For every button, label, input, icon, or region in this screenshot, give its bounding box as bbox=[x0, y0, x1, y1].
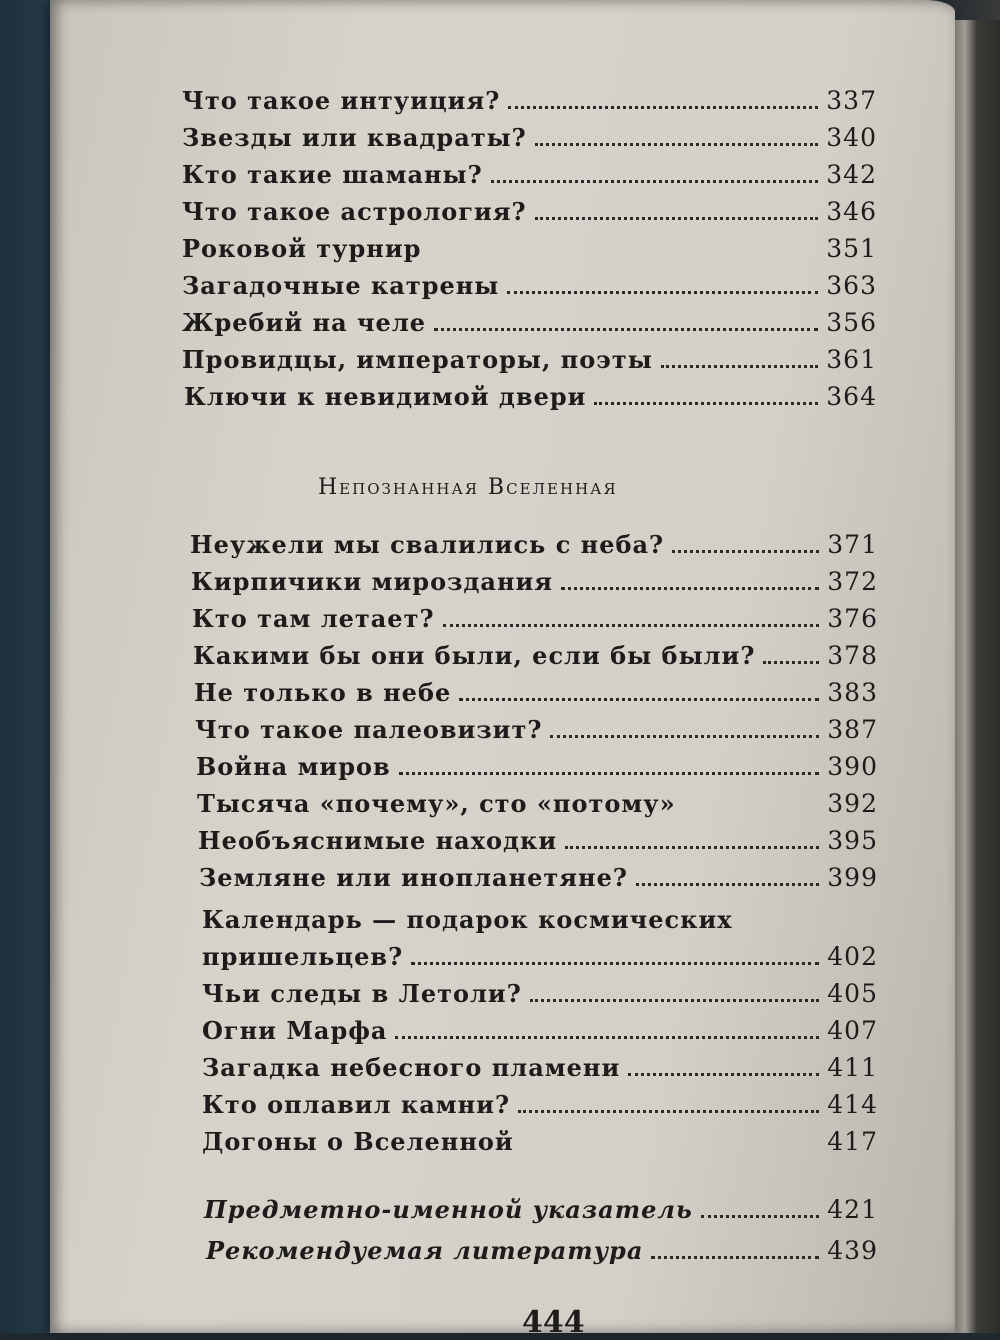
leader-dots bbox=[636, 879, 819, 886]
toc-entry bbox=[198, 826, 878, 856]
toc-entry-title: Рекомендуемая литература bbox=[206, 1236, 644, 1265]
toc-entry bbox=[182, 234, 877, 264]
toc-entry bbox=[182, 197, 877, 227]
toc-entry-title: Жребий на челе bbox=[182, 308, 427, 337]
toc-entry-title: Что такое палеовизит? bbox=[195, 715, 543, 744]
toc-entry-title: Земляне или инопланетяне? bbox=[199, 863, 628, 892]
toc-entry-page: 346 bbox=[826, 197, 877, 226]
toc-entry-title: Догоны о Вселенной bbox=[202, 1127, 514, 1156]
leader-dots bbox=[550, 731, 819, 738]
toc-entry-page: 402 bbox=[827, 942, 878, 971]
toc-entry-appendix bbox=[206, 1236, 878, 1266]
toc-entry-title: Не только в небе bbox=[194, 678, 452, 707]
toc-entry bbox=[182, 271, 877, 301]
toc-entry bbox=[182, 86, 877, 116]
toc-entry-title: Ключи к невидимой двери bbox=[184, 382, 587, 411]
toc-entry-page: 340 bbox=[826, 123, 877, 152]
toc-entry-title: Кирпичики мироздания bbox=[191, 567, 554, 596]
toc-entry-page: 387 bbox=[827, 715, 878, 744]
leader-dots bbox=[395, 1032, 819, 1039]
leader-dots bbox=[411, 958, 819, 965]
toc-entry bbox=[193, 641, 878, 671]
toc-entry-page: 364 bbox=[826, 382, 877, 411]
toc-entry-title: Тысяча «почему», сто «потому» bbox=[197, 789, 676, 818]
toc-entry-title: Загадочные катрены bbox=[182, 271, 500, 300]
toc-entry-title: Роковой турнир bbox=[182, 234, 422, 263]
toc-entry-page: 439 bbox=[827, 1236, 878, 1265]
toc-entry-appendix bbox=[204, 1195, 878, 1225]
toc-entry bbox=[202, 942, 878, 972]
leader-dots bbox=[535, 139, 819, 146]
toc-entry-page: 356 bbox=[826, 308, 877, 337]
toc-entry-title: Необъяснимые находки bbox=[198, 826, 558, 855]
toc-entry bbox=[182, 308, 877, 338]
toc-entry-page: 371 bbox=[827, 530, 878, 559]
toc-entry-title: Загадка небесного пламени bbox=[202, 1053, 621, 1082]
toc-entry bbox=[196, 752, 878, 782]
toc-entry-page: 414 bbox=[827, 1090, 878, 1119]
toc-entry bbox=[197, 789, 878, 819]
toc-entry-title: Кто оплавил камни? bbox=[202, 1090, 511, 1119]
leader-dots bbox=[535, 213, 819, 220]
leader-dots bbox=[443, 620, 820, 627]
toc-entry-title: Провидцы, императоры, поэты bbox=[182, 345, 653, 374]
toc-entry-page: 383 bbox=[827, 678, 878, 707]
toc-entry bbox=[191, 567, 878, 597]
toc-entry-page: 390 bbox=[827, 752, 878, 781]
leader-dots bbox=[684, 805, 820, 812]
leader-dots bbox=[508, 102, 818, 109]
leader-dots bbox=[651, 1252, 819, 1259]
toc-entry-page: 392 bbox=[827, 789, 878, 818]
toc-entry-page: 337 bbox=[826, 86, 877, 115]
leader-dots bbox=[507, 287, 818, 294]
toc-entry-page: 405 bbox=[827, 979, 878, 1008]
toc-entry-title: пришельцев? bbox=[202, 942, 404, 971]
toc-entry-page: 395 bbox=[827, 826, 878, 855]
toc-entry bbox=[202, 1016, 878, 1046]
leader-dots bbox=[661, 361, 818, 368]
toc-entry-page: 411 bbox=[827, 1053, 878, 1082]
toc-entry-title: Неужели мы свалились с неба? bbox=[190, 530, 665, 559]
toc-entry bbox=[184, 382, 877, 412]
leader-dots bbox=[399, 768, 820, 775]
toc-entry bbox=[202, 1053, 878, 1083]
toc-entry-title: Какими бы они были, если бы были? bbox=[193, 641, 756, 670]
toc-entry bbox=[195, 715, 878, 745]
toc-entry-page: 351 bbox=[826, 234, 877, 263]
toc-entry bbox=[182, 123, 877, 153]
leader-dots bbox=[491, 176, 819, 183]
toc-entry-page: 376 bbox=[827, 604, 878, 633]
page-number-folio: 444 bbox=[522, 1305, 585, 1340]
toc-entry-title: Предметно-именной указатель bbox=[204, 1195, 693, 1224]
leader-dots bbox=[459, 694, 819, 701]
leader-dots bbox=[565, 842, 819, 849]
toc-entry bbox=[192, 604, 878, 634]
toc-entry bbox=[202, 1127, 878, 1157]
toc-entry-page: 372 bbox=[827, 567, 878, 596]
toc-entry-title: Кто там летает? bbox=[192, 604, 435, 633]
toc-entry bbox=[182, 345, 877, 375]
leader-dots bbox=[672, 546, 819, 553]
toc-entry-title-line1: Календарь — подарок космических bbox=[202, 905, 733, 934]
toc-entry-page: 399 bbox=[827, 863, 878, 892]
toc-entry-page: 363 bbox=[826, 271, 877, 300]
toc-entry bbox=[199, 863, 878, 893]
toc-entry bbox=[202, 1090, 878, 1120]
toc-entry-title: Война миров bbox=[196, 752, 391, 781]
toc-entry-title: Звезды или квадраты? bbox=[182, 123, 527, 152]
leader-dots bbox=[701, 1211, 820, 1218]
toc-entry-page: 378 bbox=[827, 641, 878, 670]
toc-entry-title: Что такое интуиция? bbox=[182, 86, 501, 115]
leader-dots bbox=[594, 398, 818, 405]
toc-entry bbox=[182, 160, 877, 190]
toc-entry bbox=[202, 979, 878, 1009]
toc-entry-page: 407 bbox=[827, 1016, 878, 1045]
toc-entry bbox=[190, 530, 878, 560]
leader-dots bbox=[434, 324, 818, 331]
toc-entry-page: 417 bbox=[827, 1127, 878, 1156]
toc-entry bbox=[194, 678, 878, 708]
leader-dots bbox=[561, 583, 819, 590]
leader-dots bbox=[763, 657, 819, 664]
toc-entry-page: 421 bbox=[827, 1195, 878, 1224]
section-title: Непознанная Вселенная bbox=[318, 475, 618, 500]
leader-dots bbox=[518, 1106, 819, 1113]
toc-entry-page: 361 bbox=[826, 345, 877, 374]
toc-entry-title: Огни Марфа bbox=[202, 1016, 388, 1045]
toc-entry-page: 342 bbox=[826, 160, 877, 189]
leader-dots bbox=[530, 995, 820, 1002]
leader-dots bbox=[628, 1069, 819, 1076]
leader-dots bbox=[522, 1143, 820, 1150]
toc-entry-title: Чьи следы в Летоли? bbox=[202, 979, 522, 1008]
toc-entry-title: Кто такие шаманы? bbox=[182, 160, 483, 189]
leader-dots bbox=[429, 250, 818, 257]
toc-entry-title: Что такое астрология? bbox=[182, 197, 527, 226]
